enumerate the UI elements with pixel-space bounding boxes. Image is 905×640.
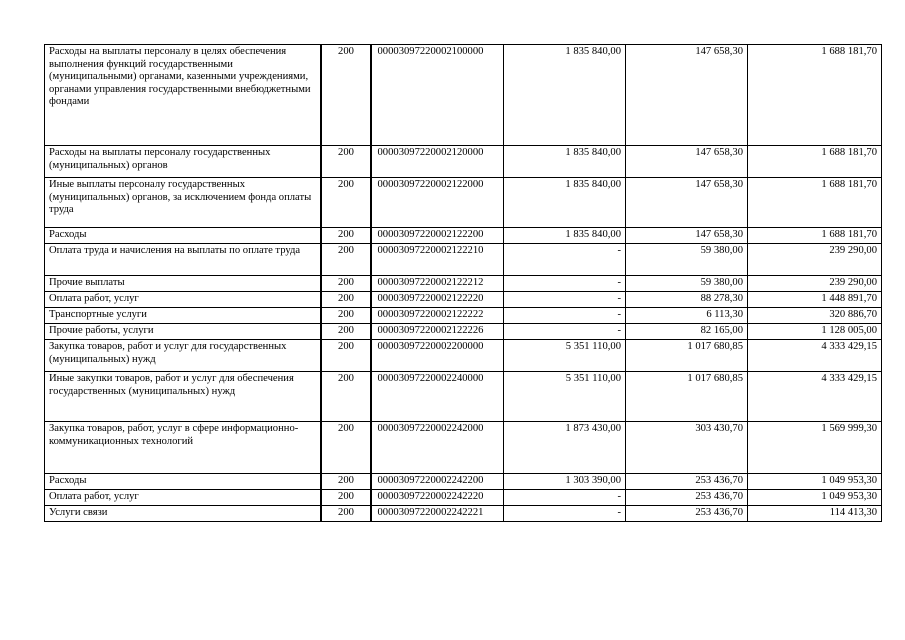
row-remaining: 1 569 999,30 bbox=[748, 422, 882, 474]
row-kbk: 00003097220002242200 bbox=[371, 474, 504, 490]
table-row bbox=[45, 45, 882, 146]
row-remaining: 1 688 181,70 bbox=[748, 45, 882, 146]
row-remaining: 1 448 891,70 bbox=[748, 292, 882, 308]
table-row bbox=[45, 506, 882, 522]
row-line-code: 200 bbox=[321, 324, 371, 340]
row-remaining: 1 049 953,30 bbox=[748, 474, 882, 490]
row-remaining: 4 333 429,15 bbox=[748, 372, 882, 422]
table-row bbox=[45, 244, 882, 276]
row-kbk: 00003097220002242220 bbox=[371, 490, 504, 506]
row-executed: 6 113,30 bbox=[626, 308, 748, 324]
row-kbk: 00003097220002120000 bbox=[371, 146, 504, 178]
row-line-code: 200 bbox=[321, 228, 371, 244]
row-remaining: 1 688 181,70 bbox=[748, 228, 882, 244]
table-row bbox=[45, 474, 882, 490]
row-approved: - bbox=[504, 308, 626, 324]
row-remaining: 320 886,70 bbox=[748, 308, 882, 324]
row-approved: - bbox=[504, 324, 626, 340]
row-executed: 147 658,30 bbox=[626, 146, 748, 178]
row-approved: - bbox=[504, 292, 626, 308]
table-row bbox=[45, 422, 882, 474]
row-kbk: 00003097220002122226 bbox=[371, 324, 504, 340]
table-row bbox=[45, 146, 882, 178]
row-kbk: 00003097220002122222 bbox=[371, 308, 504, 324]
row-name: Расходы bbox=[45, 474, 321, 490]
row-executed: 59 380,00 bbox=[626, 276, 748, 292]
table-row bbox=[45, 228, 882, 244]
row-remaining: 1 128 005,00 bbox=[748, 324, 882, 340]
row-name: Иные закупки товаров, работ и услуг для обеспечения государственных (муниципальных) нужд bbox=[45, 372, 321, 422]
row-line-code: 200 bbox=[321, 146, 371, 178]
row-name: Оплата работ, услуг bbox=[45, 490, 321, 506]
row-approved: 1 835 840,00 bbox=[504, 178, 626, 228]
row-kbk: 00003097220002122200 bbox=[371, 228, 504, 244]
row-name: Закупка товаров, работ и услуг для государственных (муниципальных) нужд bbox=[45, 340, 321, 372]
row-executed: 253 436,70 bbox=[626, 490, 748, 506]
row-kbk: 00003097220002100000 bbox=[371, 45, 504, 146]
row-approved: - bbox=[504, 244, 626, 276]
row-line-code: 200 bbox=[321, 45, 371, 146]
table-row bbox=[45, 292, 882, 308]
row-line-code: 200 bbox=[321, 372, 371, 422]
row-line-code: 200 bbox=[321, 276, 371, 292]
row-name: Транспортные услуги bbox=[45, 308, 321, 324]
row-name: Прочие выплаты bbox=[45, 276, 321, 292]
row-line-code: 200 bbox=[321, 308, 371, 324]
row-remaining: 239 290,00 bbox=[748, 244, 882, 276]
row-kbk: 00003097220002122000 bbox=[371, 178, 504, 228]
table-row bbox=[45, 178, 882, 228]
row-executed: 1 017 680,85 bbox=[626, 340, 748, 372]
row-executed: 147 658,30 bbox=[626, 178, 748, 228]
row-name: Прочие работы, услуги bbox=[45, 324, 321, 340]
row-executed: 88 278,30 bbox=[626, 292, 748, 308]
row-executed: 253 436,70 bbox=[626, 474, 748, 490]
row-kbk: 00003097220002242221 bbox=[371, 506, 504, 522]
row-name: Расходы на выплаты персоналу государственных (муниципальных) органов bbox=[45, 146, 321, 178]
row-executed: 303 430,70 bbox=[626, 422, 748, 474]
table-row bbox=[45, 324, 882, 340]
row-name: Расходы на выплаты персоналу в целях обеспечения выполнения функций государственными (муниципальными) органами, казенными учреждениями, органами управления государственными внебюджетными фондами bbox=[45, 45, 321, 146]
row-remaining: 1 049 953,30 bbox=[748, 490, 882, 506]
row-name: Оплата труда и начисления на выплаты по оплате труда bbox=[45, 244, 321, 276]
row-approved: 1 835 840,00 bbox=[504, 146, 626, 178]
row-approved: - bbox=[504, 490, 626, 506]
row-line-code: 200 bbox=[321, 422, 371, 474]
row-remaining: 114 413,30 bbox=[748, 506, 882, 522]
row-kbk: 00003097220002122220 bbox=[371, 292, 504, 308]
row-kbk: 00003097220002200000 bbox=[371, 340, 504, 372]
row-approved: 5 351 110,00 bbox=[504, 340, 626, 372]
row-approved: - bbox=[504, 506, 626, 522]
row-line-code: 200 bbox=[321, 244, 371, 276]
row-executed: 253 436,70 bbox=[626, 506, 748, 522]
row-name: Услуги связи bbox=[45, 506, 321, 522]
row-executed: 147 658,30 bbox=[626, 45, 748, 146]
table-row bbox=[45, 308, 882, 324]
row-executed: 59 380,00 bbox=[626, 244, 748, 276]
row-kbk: 00003097220002242000 bbox=[371, 422, 504, 474]
row-executed: 1 017 680,85 bbox=[626, 372, 748, 422]
row-approved: 1 303 390,00 bbox=[504, 474, 626, 490]
row-approved: 1 835 840,00 bbox=[504, 228, 626, 244]
row-line-code: 200 bbox=[321, 490, 371, 506]
table-row bbox=[45, 340, 882, 372]
row-line-code: 200 bbox=[321, 292, 371, 308]
row-name: Закупка товаров, работ, услуг в сфере информационно-коммуникационных технологий bbox=[45, 422, 321, 474]
row-name: Оплата работ, услуг bbox=[45, 292, 321, 308]
table-row bbox=[45, 372, 882, 422]
row-remaining: 4 333 429,15 bbox=[748, 340, 882, 372]
row-approved: 5 351 110,00 bbox=[504, 372, 626, 422]
row-remaining: 1 688 181,70 bbox=[748, 146, 882, 178]
row-approved: 1 873 430,00 bbox=[504, 422, 626, 474]
row-approved: - bbox=[504, 276, 626, 292]
row-executed: 147 658,30 bbox=[626, 228, 748, 244]
row-name: Иные выплаты персоналу государственных (муниципальных) органов, за исключением фонда оплаты труда bbox=[45, 178, 321, 228]
row-kbk: 00003097220002122210 bbox=[371, 244, 504, 276]
row-line-code: 200 bbox=[321, 506, 371, 522]
row-approved: 1 835 840,00 bbox=[504, 45, 626, 146]
budget-execution-table bbox=[44, 44, 882, 522]
table-body bbox=[45, 45, 882, 522]
row-line-code: 200 bbox=[321, 474, 371, 490]
row-line-code: 200 bbox=[321, 178, 371, 228]
row-kbk: 00003097220002122212 bbox=[371, 276, 504, 292]
row-line-code: 200 bbox=[321, 340, 371, 372]
row-name: Расходы bbox=[45, 228, 321, 244]
table-row bbox=[45, 276, 882, 292]
row-remaining: 1 688 181,70 bbox=[748, 178, 882, 228]
row-executed: 82 165,00 bbox=[626, 324, 748, 340]
row-remaining: 239 290,00 bbox=[748, 276, 882, 292]
row-kbk: 00003097220002240000 bbox=[371, 372, 504, 422]
table-row bbox=[45, 490, 882, 506]
